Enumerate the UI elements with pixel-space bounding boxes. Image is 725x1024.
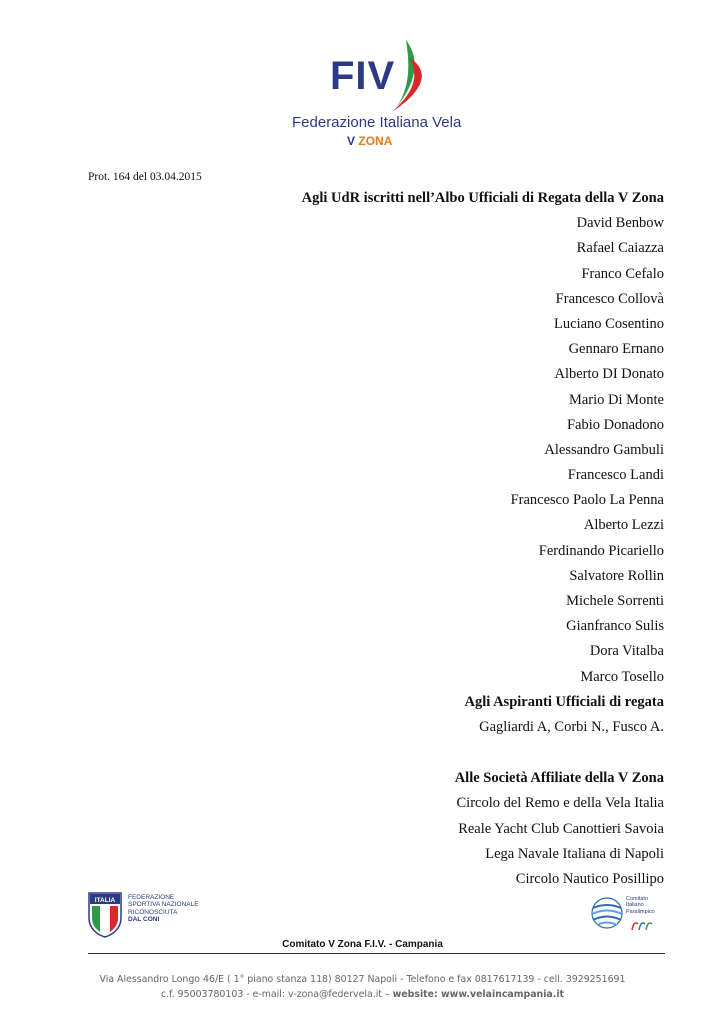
coni-caption — [128, 894, 218, 924]
fiv-logo — [290, 36, 470, 151]
recipient-group-heading: Agli UdR iscritti nell’Albo Ufficiali di Regata della V Zona — [301, 190, 664, 206]
footer-address — [0, 972, 725, 1002]
cip-line: Paralimpico — [626, 908, 655, 915]
spacer — [104, 740, 664, 766]
logo-fiv-text: FIV — [330, 54, 396, 98]
recipient-list — [104, 186, 664, 892]
recipient-group-heading: Agli Aspiranti Ufficiali di regata — [464, 693, 664, 710]
cip-line: Italiano — [626, 902, 644, 909]
recipient-name: Marco Tosello — [580, 668, 664, 685]
coni-line: RICONOSCIUTA — [128, 908, 178, 916]
recipient-name: Rafael Caiazza — [576, 240, 664, 257]
cip-logo — [590, 890, 670, 942]
recipient-name: Lega Navale Italiana di Napoli — [485, 845, 664, 862]
recipient-name: Franco Cefalo — [581, 265, 664, 282]
zone-label — [347, 134, 392, 148]
recipient-name: Reale Yacht Club Canottieri Savoia — [458, 820, 664, 837]
agitos-icon — [630, 918, 654, 932]
protocol-number: Prot. 164 del 03.04.2015 — [88, 171, 202, 183]
recipient-name: Gagliardi A, Corbi N., Fusco A. — [479, 718, 664, 735]
org-name: Federazione Italiana Vela — [292, 114, 462, 131]
recipient-name: Alberto Lezzi — [583, 517, 664, 534]
recipient-name: Circolo del Remo e della Vela Italia — [456, 795, 664, 812]
recipient-name: Mario Di Monte — [568, 391, 664, 408]
recipient-name: Fabio Donadono — [566, 416, 664, 433]
committee-name: Comitato V Zona F.I.V. - Campania — [282, 939, 443, 950]
coni-line: FEDERAZIONE — [128, 894, 175, 901]
recipient-name: Circolo Nautico Posillipo — [515, 870, 664, 887]
recipient-name: Francesco Collovà — [555, 290, 664, 307]
recipient-name: Francesco Landi — [567, 467, 664, 484]
cip-caption — [626, 896, 670, 915]
shield-text: ITALIA — [94, 897, 116, 904]
contact-info: c.f. 95003780103 - e-mail: v-zona@federvela.it – — [160, 989, 390, 1000]
coni-line: SPORTIVA NAZIONALE — [128, 901, 199, 909]
recipient-name: Alberto DI Donato — [554, 366, 664, 383]
italia-shield-icon — [88, 892, 122, 938]
recipient-name: Gianfranco Sulis — [566, 618, 664, 635]
coni-line: DAL CONI — [128, 916, 160, 924]
recipient-group-heading: Alle Società Affiliate della V Zona — [454, 770, 664, 787]
recipient-name: Gennaro Ernano — [568, 341, 664, 358]
recipient-name: Dora Vitalba — [589, 643, 664, 660]
address-line-2 — [0, 987, 725, 1002]
recipient-name: David Benbow — [576, 215, 664, 232]
cip-globe-icon — [590, 896, 624, 930]
zone-word: ZONA — [358, 134, 393, 148]
recipient-name: Michele Sorrenti — [566, 593, 664, 609]
website-link[interactable]: website: www.velaincampania.it — [392, 989, 565, 1000]
recipient-name: Alessandro Gambuli — [544, 441, 664, 458]
recipient-name: Luciano Cosentino — [554, 315, 664, 332]
zone-prefix: V — [347, 134, 356, 148]
recipient-name: Salvatore Rollin — [569, 567, 664, 584]
recipient-name: Francesco Paolo La Penna — [510, 492, 664, 509]
recipient-name: Ferdinando Picariello — [538, 542, 664, 559]
cip-line: Comitato — [626, 896, 649, 902]
address-line: Via Alessandro Longo 46/E ( 1° piano stanza 118) 80127 Napoli - Telefono e fax 0817617139 - cell. 3929251691 — [99, 974, 626, 985]
footer-divider — [88, 953, 665, 954]
coni-logo — [88, 892, 228, 940]
